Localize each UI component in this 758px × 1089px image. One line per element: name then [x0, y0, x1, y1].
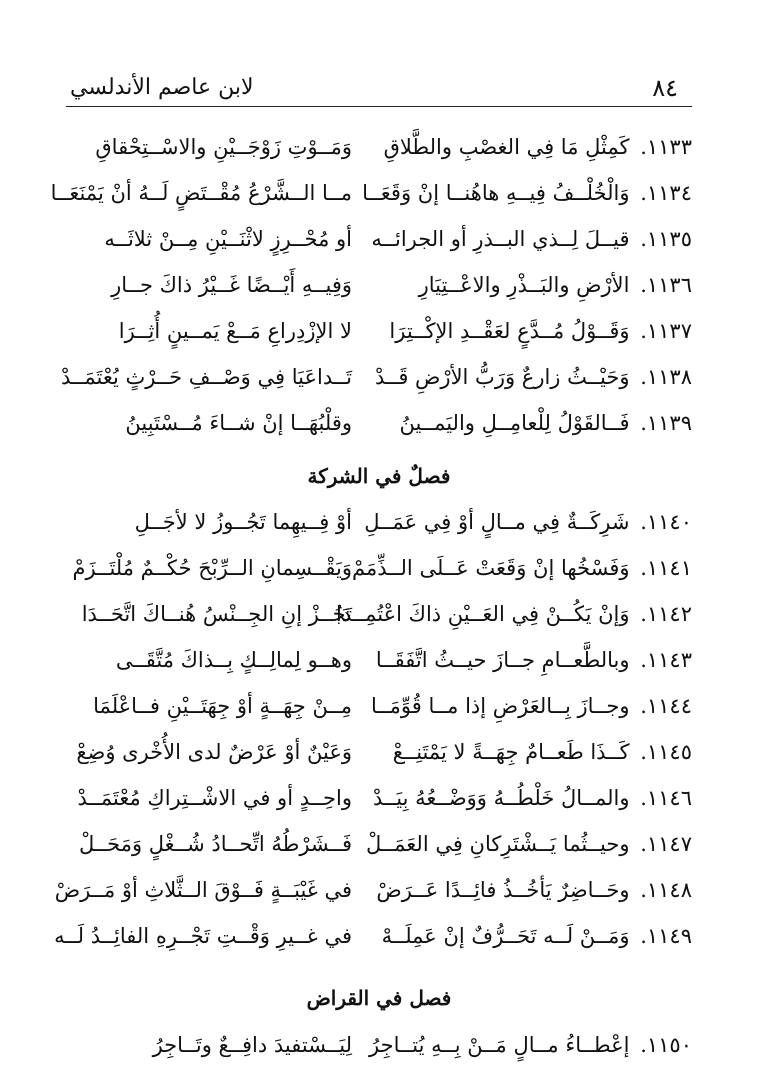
verse-number: ١١٣٣.: [640, 135, 692, 159]
verse-line: [66, 216, 692, 262]
verse-number: ١١٤٦.: [640, 786, 692, 810]
verse-second-hemistich: وقلْبُهَــا إنْ شــاءَ مُــسْتَبِينُ: [125, 411, 352, 435]
verse-second-hemistich: مــا الــشَّرْعُ مُقْــتَضٍ لَــهُ أنْ يَمْنَعَــا: [50, 181, 352, 205]
verse-second-hemistich: تَــداعَيَا فِي وَصْــفِ حَــرْثٍ يُعْتَمَــدْ: [61, 365, 352, 389]
verse-second-hemistich: لِيَــسْتفيدَ دافِــعٌ وتَــاجِرُ: [152, 1033, 352, 1057]
verse-number: ١١٤٥.: [640, 740, 692, 764]
verse-line: [66, 729, 692, 775]
verse-first-text: كَــذَا طَعــامٌ جِهَــةً لا يَمْتَنِــعْ: [392, 740, 630, 764]
verse-first-hemistich: [362, 170, 692, 216]
verse-first-text: وَحَيْــثُ زارعٌ وَرَبُّ الأرْضِ قَــدْ: [375, 365, 630, 389]
verse-number: ١١٣٩.: [640, 411, 692, 435]
verse-line: [66, 124, 692, 170]
verse-line: [54, 867, 692, 913]
verse-line: [66, 821, 692, 867]
verse-second-hemistich: وَفِيــهِ أَيْــضًا غَــيْرُ ذاكَ جــارِ: [111, 273, 352, 297]
verse-line: [66, 775, 692, 821]
verse-first-hemistich: [364, 499, 692, 545]
verse-second-hemistich: مِــنْ جِهَــةٍ أوْ جِهَتَــيْنِ فــاعْلَمَا: [93, 694, 352, 718]
verse-first-text: الأرْضِ والبَــذْرِ والاعْــتِيَارِ: [418, 273, 630, 297]
verse-number: ١١٣٥.: [640, 227, 692, 251]
verse-first-hemistich: [371, 216, 692, 262]
verse-first-text: فَــالقَوْلُ لِلْعامِــلِ واليَمــينُ: [399, 411, 630, 435]
verse-first-text: شَرِكَــةٌ فِي مــالٍ أوْ فِي عَمَــلِ: [364, 510, 630, 534]
verse-number: ١١٤٤.: [640, 694, 692, 718]
verse-first-text: وَإنْ يَكُــنْ فِي العَــيْنِ ذاكَ اعْتُمِــدَا: [335, 602, 630, 626]
verse-first-hemistich: [374, 775, 692, 821]
verse-first-text: قيــلَ لِــذي البــذرِ أو الجرائــه: [371, 227, 630, 251]
verse-first-hemistich: [374, 308, 692, 354]
verse-first-hemistich: [370, 683, 692, 729]
verse-first-hemistich: [374, 637, 692, 683]
verse-first-text: وَالْخُلْــفُ فِيــهِ هاهُنــا إنْ وَقَعَــا: [362, 181, 630, 205]
verse-second-hemistich: تَجُــزْ إنِ الجِــنْسُ هُنــاكَ اتَّحَــدَا: [81, 602, 352, 626]
section-title-partnership: فصلٌ في الشركة: [307, 464, 451, 488]
verse-line: [66, 400, 692, 446]
verse-first-hemistich: [374, 124, 692, 170]
verse-second-hemistich: في غَيْبَــةٍ فَــوْقَ الــثَّلاثِ أوْ مَــرَضْ: [54, 878, 352, 902]
section-title-qirad: فصل في القراض: [306, 986, 452, 1010]
verse-first-hemistich: [374, 400, 692, 446]
verse-number: ١١٤٢.: [640, 602, 692, 626]
verse-number: ١١٣٨.: [640, 365, 692, 389]
verse-line: [66, 545, 692, 591]
verse-first-hemistich: [374, 729, 692, 775]
verse-first-text: وحيــثُما يَــشْتَرِكانِ فِي العَمَــلْ: [365, 832, 630, 856]
verse-number: ١١٤٠.: [640, 510, 692, 534]
verse-number: ١١٣٤.: [640, 181, 692, 205]
verse-line: [66, 683, 692, 729]
verse-first-text: وحَــاضِرٌ يَأخُــذُ فائِــدًا عَــرَضْ: [376, 878, 630, 902]
verse-first-text: وَفَسْخُها إنْ وَقَعَتْ عَــلَى الــذِّمَمْ: [351, 556, 630, 580]
verse-second-hemistich: واحِــدٍ أو في الاشْــتِراكِ مُعْتَمَــدْ: [77, 786, 352, 810]
verse-number: ١١٣٧.: [640, 319, 692, 343]
verse-line: [66, 637, 692, 683]
page-header: [66, 72, 692, 107]
verse-number: ١١٣٦.: [640, 273, 692, 297]
verse-line: [66, 308, 692, 354]
verse-first-hemistich: [374, 913, 692, 959]
verse-second-hemistich: وَمَــوْتِ زَوْجَــيْنِ والاسْــتِحْقاقِ: [95, 135, 352, 159]
verse-second-hemistich: فَــشَرْطُهُ اتِّحــادُ شُــغْلٍ وَمَحَــلْ: [78, 832, 352, 856]
verse-second-hemistich: أوْ فِــيهِما تَجُــوزُ لا لأجَــلِ: [134, 510, 352, 534]
verse-second-hemistich: وهــو لِمالِــكٍ بِــذاكَ مُتَّقَــى: [115, 648, 352, 672]
verse-line: [66, 1022, 692, 1068]
verse-first-hemistich: [374, 354, 692, 400]
verse-number: ١١٤٣.: [640, 648, 692, 672]
verse-second-hemistich: وَيَقْــسِمانِ الــرِّبْحَ حُكْــمٌ مُلْتَــزَمْ: [72, 556, 352, 580]
running-title: لابن عاصم الأندلسي: [70, 75, 254, 100]
verse-first-text: كَمِثْلِ مَا فِي الغصْبِ والطَّلاقِ: [383, 135, 630, 159]
verse-second-hemistich: أو مُحْــرِزٍ لاثْنَــيْنِ مِــنْ ثلاثَــه: [104, 227, 352, 251]
verse-first-hemistich: [351, 545, 692, 591]
verse-first-text: والمــالُ خَلْطُــهُ وَوَضْــعُهُ بِيَــدْ: [372, 786, 630, 810]
verse-line: [50, 170, 692, 216]
verse-group-2: [54, 499, 692, 959]
verse-second-hemistich: في غــيرِ وَقْــتِ تَجْــرِهِ الفائِــدُ لَــه: [54, 924, 352, 948]
verse-first-text: إعْطــاءُ مــالٍ مَــنْ بِــهِ يُتــاجِرُ: [369, 1033, 630, 1057]
verse-first-hemistich: [369, 1022, 692, 1068]
verse-first-hemistich: [374, 262, 692, 308]
verse-first-hemistich: [335, 591, 692, 637]
verse-group-3: [66, 1022, 692, 1068]
verse-number: ١١٤٧.: [640, 832, 692, 856]
verse-number: ١١٥٠.: [640, 1033, 692, 1057]
verse-line: [66, 591, 692, 637]
verse-group-1: [50, 124, 692, 446]
verse-first-text: وجــازَ بِــالعَرْضِ إذا مــا قُوِّمَــا: [370, 694, 630, 718]
verse-second-hemistich: لا الإزْدِراعِ مَــعْ يَمــينٍ أُثِــرَا: [118, 319, 352, 343]
verse-first-text: وبالطَّعــامِ جــازَ حيــثُ اتَّفَقَــا: [375, 648, 630, 672]
verse-line: [66, 499, 692, 545]
verse-first-text: وَمَــنْ لَــه تَحَــرُّفٌ إنْ عَمِلَــهْ: [381, 924, 630, 948]
verse-line: [54, 913, 692, 959]
verse-line: [66, 262, 692, 308]
verse-first-hemistich: [374, 867, 692, 913]
verse-first-text: وَقَــوْلُ مُــدَّعٍ لعَقْــدِ الإكْــتِرَا: [389, 319, 630, 343]
verse-number: ١١٤٨.: [640, 878, 692, 902]
verse-number: ١١٤١.: [640, 556, 692, 580]
verse-number: ١١٤٩.: [640, 924, 692, 948]
verse-line: [61, 354, 692, 400]
verse-first-hemistich: [365, 821, 692, 867]
page-number: ٨٤: [652, 74, 678, 102]
verse-second-hemistich: وَعَيْنٌ أوْ عَرْضٌ لدى الأُخْرى وُضِعْ: [76, 740, 352, 764]
